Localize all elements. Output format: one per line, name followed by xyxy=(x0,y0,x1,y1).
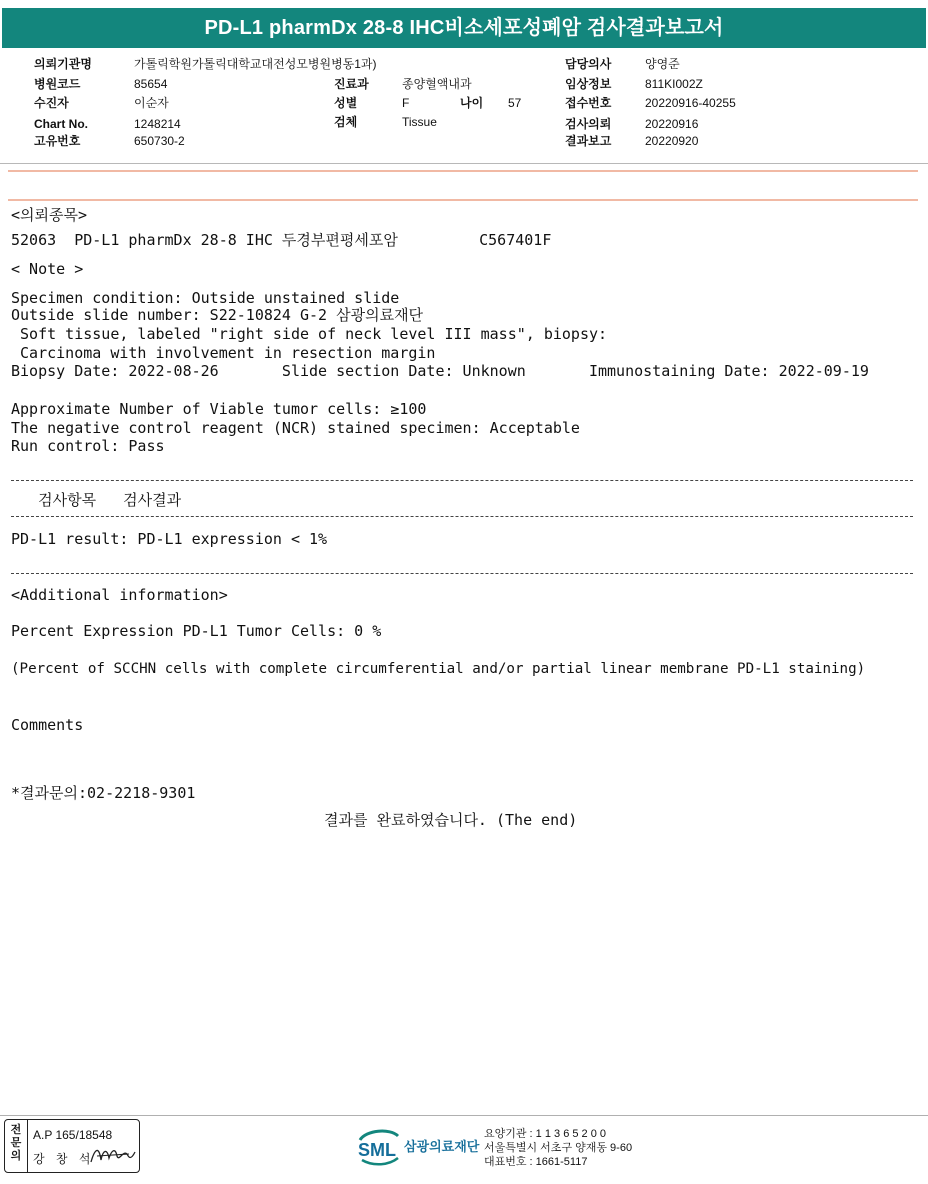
section-top-rule xyxy=(8,170,918,172)
request-item-line: 52063 PD-L1 pharmDx 28-8 IHC 두경부편평세포암 C567401F xyxy=(11,231,552,249)
report-date-value: 20220920 xyxy=(645,134,699,148)
section-bottom-rule xyxy=(8,199,918,201)
note-heading: < Note > xyxy=(11,260,84,278)
dashed-separator xyxy=(11,516,913,517)
result-table-header: 검사항목 검사결과 xyxy=(11,491,182,509)
address-line: 서울특별시 서초구 양재동 9-60 xyxy=(484,1142,633,1154)
request-date-label: 검사의뢰 xyxy=(565,117,612,131)
note-line: Specimen condition: Outside unstained slide xyxy=(11,289,400,307)
sex-label: 성별 xyxy=(334,96,358,110)
hospital-code-label: 병원코드 xyxy=(34,77,81,91)
clinical-info-value: 811KI002Z xyxy=(645,77,703,91)
institution-label: 의뢰기관명 xyxy=(34,57,92,71)
age-value: 57 xyxy=(508,96,522,110)
note-line: Soft tissue, labeled "right side of neck level III mass", biopsy: xyxy=(11,325,608,343)
header-divider xyxy=(0,163,928,164)
hospital-code-value: 85654 xyxy=(134,77,168,91)
signature-box-divider xyxy=(27,1120,28,1172)
viable-cells-line: Approximate Number of Viable tumor cells: ≥100 xyxy=(11,400,427,418)
institution-code-line: 요양기관 : 1 1 3 6 5 2 0 0 xyxy=(484,1128,607,1140)
run-control-line: Run control: Pass xyxy=(11,437,165,455)
chart-no-label: Chart No. xyxy=(34,117,88,131)
foundation-name: 삼광의료재단 xyxy=(404,1139,480,1154)
dashed-separator xyxy=(11,480,913,481)
department-label: 진료과 xyxy=(334,77,369,91)
specialist-label: 전 문 의 xyxy=(10,1124,22,1162)
handwritten-signature xyxy=(89,1142,137,1168)
dashed-separator xyxy=(11,573,913,574)
chart-no-value: 1248214 xyxy=(134,117,181,131)
unique-number-label: 고유번호 xyxy=(34,134,81,148)
pdl1-result-line: PD-L1 result: PD-L1 expression < 1% xyxy=(11,530,328,548)
receipt-number-label: 접수번호 xyxy=(565,96,612,110)
unique-number-value: 650730-2 xyxy=(134,134,185,148)
ncr-line: The negative control reagent (NCR) stained specimen: Acceptable xyxy=(11,419,580,437)
report-date-label: 결과보고 xyxy=(565,134,612,148)
clinical-info-label: 임상정보 xyxy=(565,77,612,91)
sex-value: F xyxy=(402,96,410,110)
percent-expression-line: Percent Expression PD-L1 Tumor Cells: 0 % xyxy=(11,622,382,640)
end-of-report-line: 결과를 완료하였습니다. (The end) xyxy=(324,811,578,829)
pathologist-name: 강 창 석 xyxy=(33,1152,95,1166)
doctor-value: 양영준 xyxy=(645,57,680,71)
logo-text: SML xyxy=(358,1140,396,1160)
note-line: Outside slide number: S22-10824 G-2 삼광의료재단 xyxy=(11,306,424,324)
doctor-label: 담당의사 xyxy=(565,57,612,71)
note-line: Biopsy Date: 2022-08-26 Slide section Date: Unknown Immunostaining Date: 2022-09-19 xyxy=(11,362,869,380)
specimen-label: 검체 xyxy=(334,115,358,129)
comments-heading: Comments xyxy=(11,716,84,734)
request-items-heading: <의뢰종목> xyxy=(11,206,88,224)
note-line: Carcinoma with involvement in resection margin xyxy=(11,344,436,362)
additional-info-heading: <Additional information> xyxy=(11,586,228,604)
sml-logo-icon xyxy=(356,1126,402,1166)
receipt-number-value: 20220916-40255 xyxy=(645,96,736,110)
request-date-value: 20220916 xyxy=(645,117,699,131)
pathologist-license: A.P 165/18548 xyxy=(33,1128,113,1142)
institution-value: 가톨릭학원가톨릭대학교대전성모병원병동1과) xyxy=(134,57,377,71)
phone-line: 대표번호 : 1661-5117 xyxy=(484,1156,588,1168)
signature-box xyxy=(4,1119,140,1173)
inquiry-phone-line: *결과문의:02-2218-9301 xyxy=(11,784,196,802)
scchn-definition-line: (Percent of SCCHN cells with complete circumferential and/or partial linear membrane PD-L1 staining) xyxy=(11,661,866,677)
patient-label: 수진자 xyxy=(34,96,69,110)
footer-divider xyxy=(0,1115,928,1116)
patient-value: 이순자 xyxy=(134,96,169,110)
age-label: 나이 xyxy=(460,96,484,110)
department-value: 종양혈액내과 xyxy=(402,77,472,91)
specimen-value: Tissue xyxy=(402,115,437,129)
report-title: PD-L1 pharmDx 28-8 IHC비소세포성폐암 검사결과보고서 xyxy=(2,8,926,48)
